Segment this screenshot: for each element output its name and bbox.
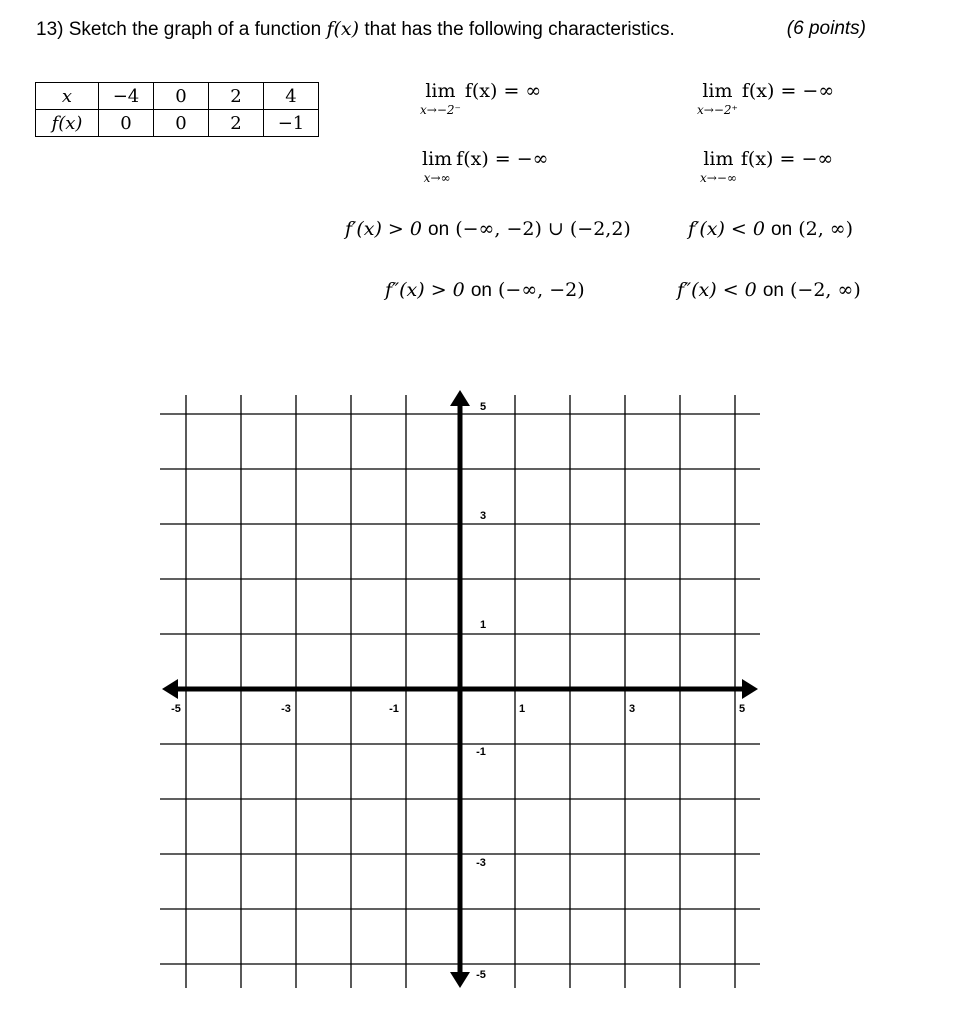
y-tick-label: -3 xyxy=(476,857,486,869)
lim-subscript: x→∞ xyxy=(423,171,451,185)
condition-interval: (2, ∞) xyxy=(798,218,854,240)
condition-interval: (−∞, −2) xyxy=(498,279,585,301)
table-cell: 4 xyxy=(264,83,319,110)
y-tick-label: -5 xyxy=(476,969,486,981)
table-cell: −1 xyxy=(264,110,319,137)
table-cell: 0 xyxy=(154,83,209,110)
y-axis-down-arrow-icon xyxy=(450,972,470,988)
table-header-x: x xyxy=(36,83,99,110)
points-label: (6 points) xyxy=(786,18,866,39)
lim-expression: f(x) = −∞ xyxy=(456,148,549,170)
condition-lhs: f″(x) < 0 xyxy=(677,279,757,301)
lim-word: lim xyxy=(425,80,456,102)
condition-on: on xyxy=(428,219,450,240)
x-axis-left-arrow-icon xyxy=(162,679,178,699)
y-tick-label: -1 xyxy=(476,746,486,758)
lim-expression: f(x) = −∞ xyxy=(741,80,835,102)
condition-interval: (−2, ∞) xyxy=(790,279,861,301)
table-header-fx: f(x) xyxy=(36,110,99,137)
table-cell: 0 xyxy=(154,110,209,137)
condition-on: on xyxy=(762,280,784,301)
problem-number: 13) xyxy=(36,19,64,40)
x-tick-label: -1 xyxy=(389,703,399,715)
x-axis-right-arrow-icon xyxy=(742,679,758,699)
problem-prompt-tail: that has the following characteristics. xyxy=(364,19,675,40)
axes xyxy=(162,390,758,988)
x-tick-label: -5 xyxy=(171,703,181,715)
condition-lhs: f′(x) > 0 xyxy=(345,218,422,240)
lim-expression: f(x) = ∞ xyxy=(464,80,542,102)
lim-subscript: x→−2⁻ xyxy=(420,103,461,117)
condition-on: on xyxy=(771,219,793,240)
table-cell: 0 xyxy=(99,110,154,137)
lim-word: lim xyxy=(703,148,734,170)
condition-lhs: f″(x) > 0 xyxy=(385,279,465,301)
lim-expression: f(x) = −∞ xyxy=(740,148,834,170)
condition-interval: (−∞, −2) ∪ (−2,2) xyxy=(455,218,631,240)
table-cell: 2 xyxy=(209,110,264,137)
x-tick-label: 5 xyxy=(738,703,746,715)
x-tick-label: 3 xyxy=(628,703,636,715)
lim-word: lim xyxy=(702,80,733,102)
y-axis-up-arrow-icon xyxy=(450,390,470,406)
problem-prompt: Sketch the graph of a function xyxy=(68,19,322,40)
condition-on: on xyxy=(470,280,492,301)
condition-lhs: f′(x) < 0 xyxy=(688,218,765,240)
y-tick-label: 5 xyxy=(479,401,487,413)
y-tick-label: 1 xyxy=(479,619,487,631)
lim-subscript: x→−2⁺ xyxy=(697,103,738,117)
lim-subscript: x→−∞ xyxy=(700,171,737,185)
function-name: f(x) xyxy=(326,18,360,40)
y-tick-label: 3 xyxy=(479,510,487,522)
lim-word: lim xyxy=(422,148,453,170)
table-cell: −4 xyxy=(99,83,154,110)
x-tick-label: 1 xyxy=(518,703,526,715)
table-cell: 2 xyxy=(209,83,264,110)
x-tick-label: -3 xyxy=(281,703,291,715)
